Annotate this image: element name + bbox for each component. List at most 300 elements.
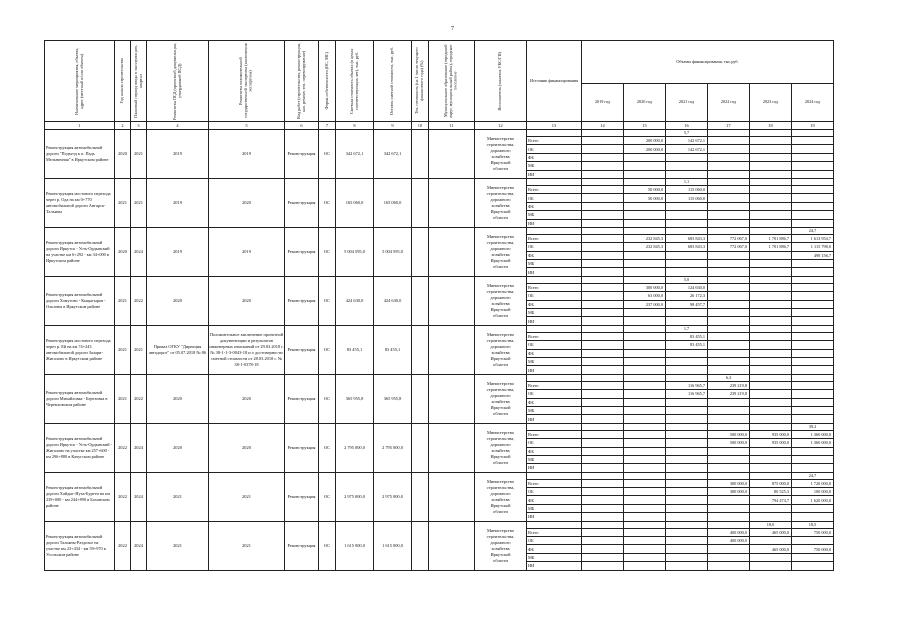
funding-value <box>582 398 624 406</box>
end-year: 2024 <box>131 227 147 276</box>
funding-value <box>582 145 624 153</box>
municipality <box>429 178 475 227</box>
executor-line: дорожного <box>490 245 511 251</box>
share-percent: 24,7 <box>792 472 834 479</box>
executor-line: хозяйства <box>491 251 510 257</box>
funding-value <box>582 479 624 487</box>
estimated-cost: 2 975 000,0 <box>336 472 374 521</box>
funding-value <box>582 553 624 561</box>
funding-value: 400 000,0 <box>708 528 750 536</box>
funding-value <box>666 439 708 447</box>
funding-value <box>708 349 750 357</box>
funding-value: 465 000,0 <box>750 545 792 553</box>
funding-value <box>582 292 624 300</box>
executor <box>475 130 527 179</box>
funding-source-blank <box>527 521 582 528</box>
psd-details: Приказ ОГКУ "Дирекция автодорог" от 05.07.2018 № 86 <box>147 325 209 374</box>
funding-value <box>666 309 708 317</box>
funding-value <box>582 243 624 251</box>
funding-value <box>792 447 834 455</box>
funding-value <box>582 260 624 268</box>
remaining-cost: 365 955,8 <box>374 374 412 423</box>
funding-value <box>750 553 792 561</box>
funding-value <box>582 464 624 472</box>
funding-value <box>708 504 750 512</box>
funding-value <box>666 479 708 487</box>
expertise-details: 2021 <box>209 521 285 570</box>
column-number: 11 <box>429 122 475 130</box>
funding-value <box>750 332 792 340</box>
funding-source: Всего <box>527 234 582 242</box>
end-year: 2022 <box>131 374 147 423</box>
funding-value: 875 000,0 <box>750 479 792 487</box>
funding-value <box>792 211 834 219</box>
funding-value <box>750 162 792 170</box>
executor-line: Иркутской <box>490 306 511 312</box>
executor-line: Министерство <box>486 184 515 190</box>
executor-line: хозяйства <box>491 545 510 551</box>
column-number: 18 <box>750 122 792 130</box>
end-year: 2024 <box>131 423 147 472</box>
funding-value <box>750 219 792 227</box>
executor-line: дорожного <box>490 294 511 300</box>
funding-value <box>792 464 834 472</box>
funding-value <box>792 513 834 521</box>
funding-value <box>582 349 624 357</box>
share-percent <box>624 178 666 185</box>
column-number: 16 <box>666 122 708 130</box>
funding-value <box>708 211 750 219</box>
funding-value: 50 000,0 <box>624 194 666 202</box>
funding-value <box>666 162 708 170</box>
funding-value <box>792 381 834 389</box>
funding-value <box>666 415 708 423</box>
funding-value <box>708 219 750 227</box>
funding-value <box>582 137 624 145</box>
funding-value <box>708 455 750 463</box>
share-percent <box>708 423 750 430</box>
remaining-cost: 83 455,1 <box>374 325 412 374</box>
share-percent <box>708 325 750 332</box>
funding-value <box>666 504 708 512</box>
share-percent <box>582 472 624 479</box>
funding-value <box>708 341 750 349</box>
funding-value <box>666 545 708 553</box>
remaining-cost: 342 672,1 <box>374 130 412 179</box>
executor <box>475 472 527 521</box>
funding-value <box>708 513 750 521</box>
funding-value <box>792 504 834 512</box>
funding-value <box>792 283 834 291</box>
funding-value <box>624 219 666 227</box>
funding-source-blank <box>527 227 582 234</box>
executor-line: дорожного <box>490 539 511 545</box>
share-percent <box>708 521 750 528</box>
executor-line: дорожного <box>490 392 511 398</box>
funding-value <box>708 268 750 276</box>
municipality <box>429 325 475 374</box>
header-commission-period: Плановый период ввода в эксплуатацию, квартал <box>131 41 147 122</box>
table-row <box>45 325 834 332</box>
header-work-type: Вид работ (строительство, реконструкция, кап. ремонт, тех. перевооружение) <box>285 41 319 122</box>
share-percent <box>708 472 750 479</box>
funding-value <box>750 260 792 268</box>
funding-source-blank <box>527 130 582 137</box>
executor-line: строительства, <box>486 484 515 490</box>
funding-value <box>708 398 750 406</box>
executor-line: Иркутской <box>490 257 511 263</box>
funding-value <box>792 406 834 414</box>
funding-value <box>750 366 792 374</box>
funding-value <box>792 219 834 227</box>
funding-value <box>582 528 624 536</box>
readiness <box>412 472 429 521</box>
funding-value <box>624 202 666 210</box>
executor-line: строительства, <box>486 190 515 196</box>
funding-value <box>624 528 666 536</box>
psd-details: 2020 <box>147 374 209 423</box>
header-ownership: Форма собственности (ОС, МС) <box>319 41 336 122</box>
funding-value <box>750 455 792 463</box>
funding-value: 83 455,1 <box>666 332 708 340</box>
funding-value <box>708 292 750 300</box>
funding-value <box>582 496 624 504</box>
table-row <box>45 227 834 234</box>
share-percent <box>666 374 708 381</box>
funding-value <box>750 251 792 259</box>
executor-line: Министерство <box>486 527 515 533</box>
end-year: 2021 <box>131 325 147 374</box>
funding-value <box>582 390 624 398</box>
share-percent <box>750 227 792 234</box>
funding-value <box>750 349 792 357</box>
table-row <box>45 178 834 185</box>
funding-source: Всего <box>527 137 582 145</box>
work-type: Реконструкция <box>285 130 319 179</box>
expertise-details: 2021 <box>209 472 285 521</box>
funding-value <box>792 398 834 406</box>
executor <box>475 325 527 374</box>
executor-line: строительства, <box>486 337 515 343</box>
share-percent <box>792 178 834 185</box>
share-percent <box>708 276 750 283</box>
funding-value <box>624 447 666 455</box>
funding-source: ОБ <box>527 488 582 496</box>
funding-value <box>708 202 750 210</box>
funding-source: ФБ <box>527 153 582 161</box>
executor-line: Министерство <box>486 331 515 337</box>
funding-value <box>666 268 708 276</box>
funding-source: МБ <box>527 162 582 170</box>
funding-value: 500 000,0 <box>708 430 750 438</box>
funding-value: 683 843,3 <box>666 234 708 242</box>
executor-line: Иркутской <box>490 404 511 410</box>
funding-value: 1 620 000,0 <box>792 496 834 504</box>
funding-value <box>708 137 750 145</box>
funding-value <box>750 513 792 521</box>
funding-source: Всего <box>527 430 582 438</box>
funding-value <box>666 562 708 570</box>
funding-value: 142 672,1 <box>666 137 708 145</box>
executor-line: области <box>493 508 508 514</box>
funding-value <box>624 366 666 374</box>
executor-line: Министерство <box>486 478 515 484</box>
readiness <box>412 325 429 374</box>
header-estimated-cost: Сметная стоимость объекта (в ценах соответствующих лет), тыс. руб. <box>336 41 374 122</box>
funding-value <box>582 309 624 317</box>
funding-value <box>582 381 624 389</box>
funding-value <box>582 504 624 512</box>
funding-value <box>708 553 750 561</box>
funding-value <box>708 170 750 178</box>
executor-line: хозяйства <box>491 447 510 453</box>
funding-value <box>582 162 624 170</box>
executor-line: строительства, <box>486 239 515 245</box>
share-percent <box>624 423 666 430</box>
funding-value <box>582 562 624 570</box>
funding-value: 500 000,0 <box>708 439 750 447</box>
funding-value <box>624 381 666 389</box>
share-percent: 6,3 <box>708 374 750 381</box>
municipality <box>429 276 475 325</box>
funding-value: 98 457,7 <box>666 300 708 308</box>
funding-value <box>792 332 834 340</box>
executor-line: Иркутской <box>490 208 511 214</box>
psd-details: 2021 <box>147 521 209 570</box>
funding-value <box>792 162 834 170</box>
funding-value <box>792 317 834 325</box>
column-number: 14 <box>582 122 624 130</box>
object-name: Реконструкция автомобильной дороги Хайдыг-Нуха-Бурети на км 239+000 - км 244+890 в Боханском районе <box>45 472 115 521</box>
funding-source: МБ <box>527 260 582 268</box>
readiness <box>412 130 429 179</box>
funding-value <box>582 537 624 545</box>
funding-value <box>582 170 624 178</box>
ownership: ОС <box>319 276 336 325</box>
header-municipality: Муниципальное образование (городской округ, муниципальный район), городское поселение <box>429 41 475 122</box>
share-percent <box>582 521 624 528</box>
funding-value <box>582 439 624 447</box>
funding-value: 1 360 000,0 <box>792 430 834 438</box>
executor-line: Иркутской <box>490 355 511 361</box>
funding-value <box>666 366 708 374</box>
funding-value <box>750 464 792 472</box>
funding-value <box>624 341 666 349</box>
funding-source-blank <box>527 423 582 430</box>
executor-line: строительства, <box>486 533 515 539</box>
funding-source: ОБ <box>527 243 582 251</box>
funding-value: 380 000,0 <box>708 479 750 487</box>
funding-value <box>624 513 666 521</box>
funding-value <box>624 390 666 398</box>
funding-value <box>582 211 624 219</box>
funding-value <box>582 513 624 521</box>
funding-value <box>750 390 792 398</box>
funding-value <box>792 390 834 398</box>
object-name: Реконструкция мостового перехода через р. Ей на км 74+243 автомобильной дороги Залари-Жигалово в Иркутском районе <box>45 325 115 374</box>
funding-value <box>582 341 624 349</box>
remaining-cost: 424 630,0 <box>374 276 412 325</box>
funding-source: ОБ <box>527 390 582 398</box>
funding-source: ОБ <box>527 537 582 545</box>
funding-value <box>792 268 834 276</box>
executor-line: строительства, <box>486 288 515 294</box>
object-name: Реконструкция автомобильной дороги Иркутск - Усть-Ордынский на участке км 6+292 - км 34+000 в Иркутском районе <box>45 227 115 276</box>
column-number: 19 <box>792 122 834 130</box>
funding-value <box>624 430 666 438</box>
funding-value: 1 115 798,0 <box>792 243 834 251</box>
funding-value <box>708 357 750 365</box>
share-percent <box>582 325 624 332</box>
funding-value <box>624 349 666 357</box>
funding-value <box>582 406 624 414</box>
start-year: 2022 <box>115 521 131 570</box>
share-percent: 1,7 <box>666 325 708 332</box>
funding-value <box>750 537 792 545</box>
municipality <box>429 521 475 570</box>
funding-value <box>792 292 834 300</box>
expertise-details: 2020 <box>209 276 285 325</box>
funding-value <box>624 496 666 504</box>
funding-value <box>666 211 708 219</box>
executor-line: строительства, <box>486 386 515 392</box>
column-number: 2 <box>115 122 131 130</box>
header-funding-source: Источник финансирования <box>527 41 582 122</box>
funding-value <box>750 504 792 512</box>
readiness <box>412 178 429 227</box>
header-year: 2019 год <box>582 84 624 122</box>
table-row <box>45 276 834 283</box>
funding-value <box>708 366 750 374</box>
work-type: Реконструкция <box>285 178 319 227</box>
work-type: Реконструкция <box>285 227 319 276</box>
funding-value <box>666 488 708 496</box>
header-year: 2020 год <box>624 84 666 122</box>
funding-value: 935 000,0 <box>750 430 792 438</box>
funding-value <box>624 309 666 317</box>
object-name: Реконструкция автомобильной дороги Хомутово - Кыцыгыров - Ользоны в Иркутском районе <box>45 276 115 325</box>
table-row <box>45 472 834 479</box>
share-percent: 24,7 <box>792 227 834 234</box>
funding-source: МБ <box>527 309 582 317</box>
funding-source-blank <box>527 472 582 479</box>
funding-value: 237 000,0 <box>624 300 666 308</box>
column-number: 3 <box>131 122 147 130</box>
executor-line: дорожного <box>490 196 511 202</box>
work-type: Реконструкция <box>285 276 319 325</box>
psd-details: 2019 <box>147 227 209 276</box>
funding-source-blank <box>527 178 582 185</box>
executor-line: строительства, <box>486 141 515 147</box>
funding-value <box>624 464 666 472</box>
executor-line: Иркутской <box>490 502 511 508</box>
work-type: Реконструкция <box>285 325 319 374</box>
estimated-cost: 165 060,0 <box>336 178 374 227</box>
funding-value <box>708 317 750 325</box>
funding-value <box>708 562 750 570</box>
funding-value <box>666 357 708 365</box>
funding-value <box>666 398 708 406</box>
executor-line: Министерство <box>486 135 515 141</box>
funding-value <box>624 170 666 178</box>
ownership: ОС <box>319 423 336 472</box>
funding-value <box>708 464 750 472</box>
funding-value: 63 000,0 <box>624 292 666 300</box>
funding-value <box>582 234 624 242</box>
start-year: 2021 <box>115 325 131 374</box>
remaining-cost: 165 060,0 <box>374 178 412 227</box>
funding-source: ИИ <box>527 415 582 423</box>
executor-line: дорожного <box>490 147 511 153</box>
remaining-cost: 5 004 595,0 <box>374 227 412 276</box>
executor-line: области <box>493 557 508 563</box>
psd-details: 2021 <box>147 472 209 521</box>
funding-value: 465 000,0 <box>750 528 792 536</box>
object-name: Реконструкция мостового перехода через р. Ода на км 0+770 автомобильной дороги Ангарск-Тальяны <box>45 178 115 227</box>
funding-source: ИИ <box>527 366 582 374</box>
funding-source: МБ <box>527 504 582 512</box>
funding-source: МБ <box>527 211 582 219</box>
readiness <box>412 227 429 276</box>
column-number: 1 <box>45 122 115 130</box>
executor-line: области <box>493 263 508 269</box>
funding-value <box>666 528 708 536</box>
estimated-cost: 365 955,8 <box>336 374 374 423</box>
funding-value <box>792 300 834 308</box>
municipality <box>429 374 475 423</box>
estimated-cost: 342 672,1 <box>336 130 374 179</box>
page-number: 7 <box>451 26 454 32</box>
funding-value <box>624 553 666 561</box>
ownership: ОС <box>319 374 336 423</box>
municipality <box>429 472 475 521</box>
funding-value <box>750 447 792 455</box>
funding-value <box>666 513 708 521</box>
funding-value: 142 672,1 <box>666 145 708 153</box>
funding-value <box>750 292 792 300</box>
funding-source: МБ <box>527 455 582 463</box>
funding-value: 116 965,7 <box>666 381 708 389</box>
share-percent <box>708 227 750 234</box>
executor <box>475 423 527 472</box>
funding-value: 300 000,0 <box>624 283 666 291</box>
funding-value: 83 455,1 <box>666 341 708 349</box>
funding-value <box>708 194 750 202</box>
header-psd: Реквизиты ПСД (проектной документации, утвердившей ПСД) <box>147 41 209 122</box>
header-expertise: Реквизиты положительной государственной экспертизы (заключения экспертизы) <box>209 41 285 122</box>
funding-value: 26 172,3 <box>666 292 708 300</box>
funding-value <box>666 219 708 227</box>
table-row <box>45 423 834 430</box>
executor-line: области <box>493 165 508 171</box>
funding-value <box>666 349 708 357</box>
share-percent <box>666 521 708 528</box>
funding-value <box>750 194 792 202</box>
funding-source: МБ <box>527 553 582 561</box>
funding-value <box>750 357 792 365</box>
funding-value <box>750 317 792 325</box>
share-percent <box>666 423 708 430</box>
funding-source: Всего <box>527 185 582 193</box>
share-percent <box>582 130 624 137</box>
funding-value <box>582 488 624 496</box>
executor <box>475 374 527 423</box>
executor-line: Министерство <box>486 429 515 435</box>
funding-source-blank <box>527 276 582 283</box>
share-percent <box>624 521 666 528</box>
funding-source: ИИ <box>527 464 582 472</box>
psd-details: 2019 <box>147 130 209 179</box>
